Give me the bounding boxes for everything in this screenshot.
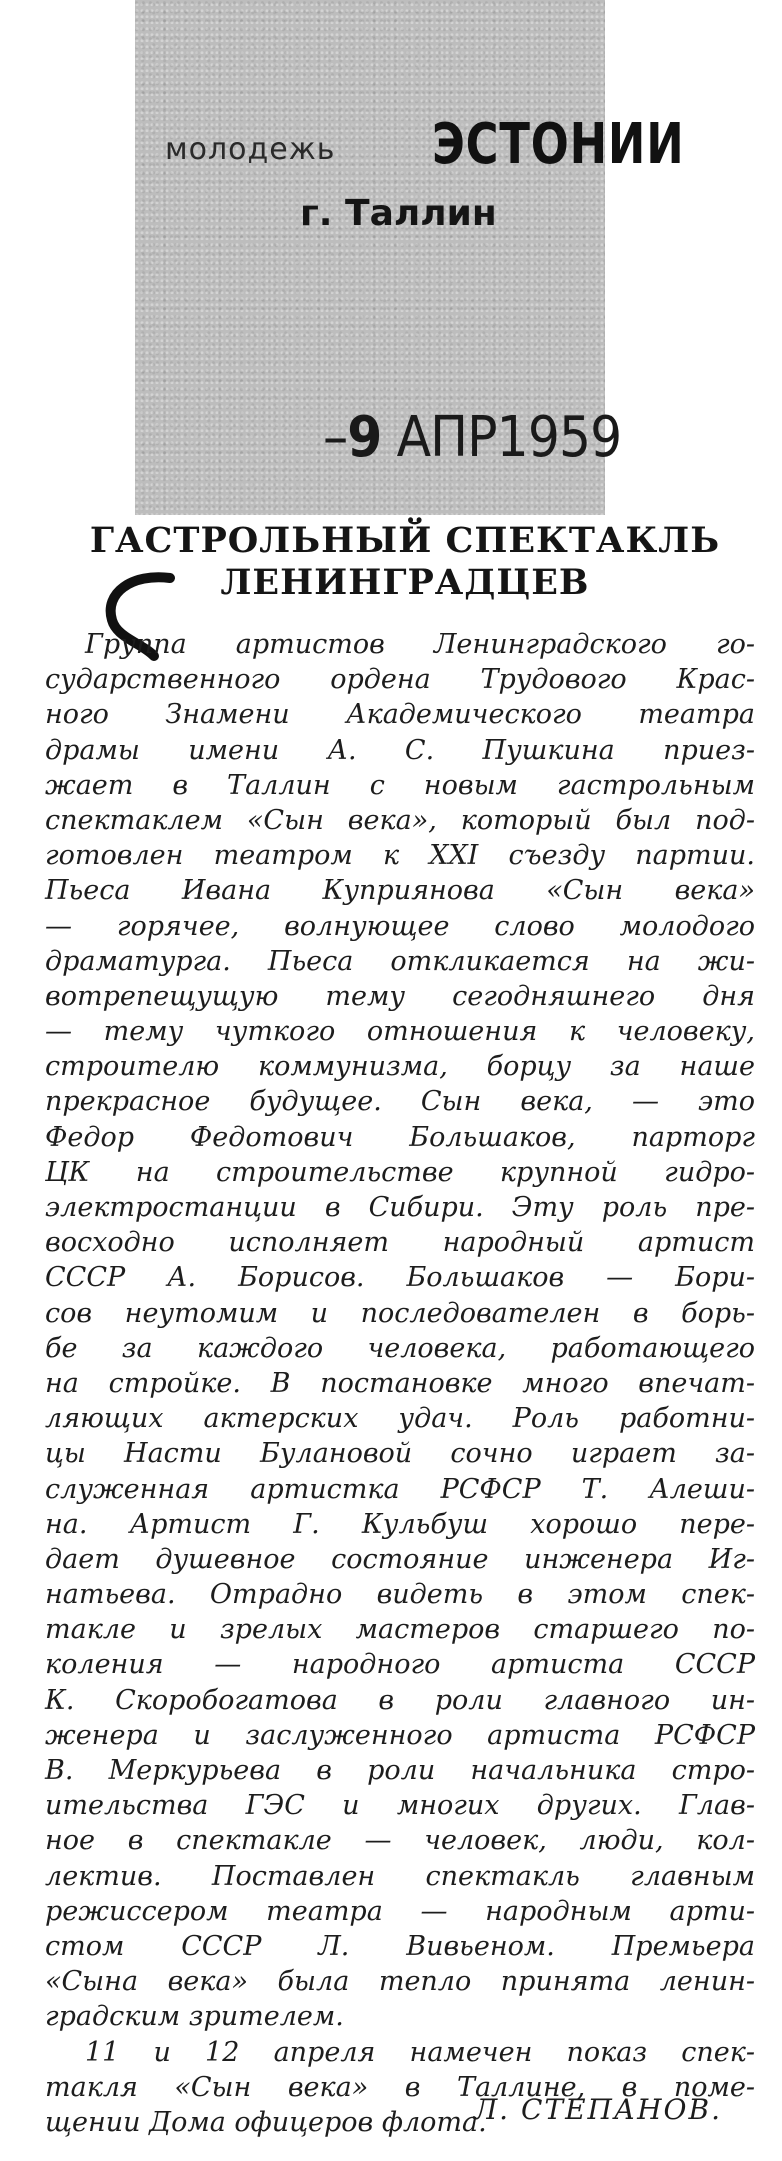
article-line: ЦК на строительстве крупной гидро- — [45, 1156, 755, 1188]
article-line: ное в спектакле — человек, люди, кол- — [45, 1825, 755, 1857]
article-line: щении Дома офицеров флота. — [45, 2106, 487, 2138]
newspaper-city: г. Таллин — [300, 193, 497, 234]
article-line: строителю коммунизма, борцу за наше — [45, 1051, 755, 1083]
article-line: Группа артистов Ленинградского го- — [85, 629, 755, 660]
article-line: сударственного ордена Трудового Крас- — [45, 664, 755, 696]
article-line: на стройке. В постановке много впечат- — [45, 1367, 755, 1399]
article-line: электростанции в Сибири. Эту роль пре- — [45, 1192, 755, 1223]
article-line: режиссером театра — народным арти- — [45, 1895, 755, 1927]
newspaper-name: ЭСТОНИИ — [432, 112, 685, 177]
article-line: служенная артистка РСФСР Т. Алеши- — [45, 1473, 755, 1505]
article-line: ительства ГЭС и многих других. Глав- — [45, 1790, 755, 1822]
article-line: коления — народного артиста СССР — [45, 1649, 755, 1681]
article-line: Пьеса Ивана Куприянова «Сын века» — [45, 875, 755, 907]
clipping-date-stamp: –9 АПР1959 — [323, 405, 622, 470]
article-line: цы Насти Булановой сочно играет за- — [45, 1438, 755, 1470]
article-line: на. Артист Г. Кульбуш хорошо пере- — [45, 1508, 755, 1540]
article-line: градским зрителем. — [45, 2001, 344, 2033]
article-line: восходно исполняет народный артист — [45, 1227, 755, 1259]
article-line: бе за каждого человека, работающего — [45, 1332, 755, 1364]
article-line: — горячее, волнующее слово молодого — [45, 910, 755, 942]
article-body — [45, 627, 755, 2140]
article-line: женера и заслуженного артиста РСФСР — [45, 1719, 755, 1751]
article-line: — тему чуткого отношения к человеку, — [45, 1016, 755, 1048]
article-line: стом СССР Л. Вивьеном. Премьера — [45, 1930, 755, 1962]
article-line: ного Знамени Академического театра — [45, 699, 755, 731]
headline-line: ГАСТРОЛЬНЫЙ СПЕКТАКЛЬ — [89, 520, 721, 561]
headline-line: ЛЕНИНГРАДЦЕВ — [220, 562, 590, 603]
article-line: сов неутомим и последователен в борь- — [45, 1297, 755, 1329]
article-line: спектаклем «Сын века», который был под- — [45, 804, 755, 836]
article-line: драмы имени А. С. Пушкина приез- — [45, 734, 755, 766]
author-signature: Л. СТЕПАНОВ. — [473, 2093, 722, 2126]
article-line: вотрепещущую тему сегодняшнего дня — [45, 980, 755, 1012]
stamp-date-rest: АПР1959 — [396, 405, 622, 470]
article-line: такле и зрелых мастеров старшего по- — [45, 1614, 755, 1646]
article-line: лектив. Поставлен спектакль главным — [45, 1860, 755, 1892]
article-line: Федор Федотович Большаков, парторг — [45, 1121, 755, 1153]
article-line: СССР А. Борисов. Большаков — Бори- — [45, 1262, 755, 1294]
article-line: готовлен театром к XXI съезду партии. — [45, 840, 755, 872]
article-line: прекрасное будущее. Сын века, — это — [45, 1086, 755, 1118]
article-line: В. Меркурьева в роли начальника стро- — [45, 1755, 755, 1786]
stamp-date-day: 9 — [347, 405, 382, 470]
article-line: «Сына века» была тепло принята ленин- — [45, 1966, 755, 1998]
article-line: жает в Таллин с новым гастрольным — [45, 769, 755, 801]
article-line: К. Скоробогатова в роли главного ин- — [45, 1684, 755, 1716]
article-line: такля «Сын века» в Таллине, в поме- — [45, 2071, 755, 2103]
article-line: 11 и 12 апреля намечен показ спек- — [85, 2036, 755, 2068]
article-line: ляющих актерских удач. Роль работни- — [45, 1403, 755, 1435]
article-line: натьева. Отрадно видеть в этом спек- — [45, 1579, 755, 1611]
article-line: драматурга. Пьеса откликается на жи- — [45, 945, 755, 977]
newspaper-prefix: молодежь — [165, 132, 336, 167]
article-line: дает душевное состояние инженера Иг- — [45, 1543, 755, 1575]
